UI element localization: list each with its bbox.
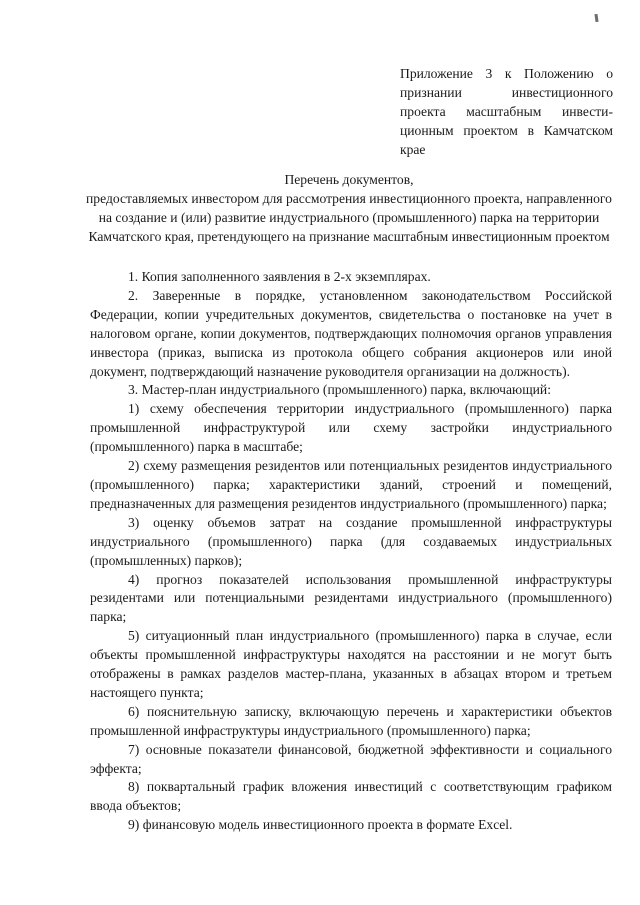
document-title xyxy=(86,170,612,246)
subitem-9: 9) финансовую модель инвестиционного проекта в формате Excel. xyxy=(128,817,513,833)
subitem-4: 4) прогноз показателей использования промышленной инфраструктуры резидентами или потенциальными резидентами индустриального (промышленного) парка; xyxy=(90,571,612,625)
document-body xyxy=(90,268,612,835)
list-item-3: 3. Мастер-план индустриального (промышленного) парка, включающий: xyxy=(128,382,551,398)
title-line-1: Перечень документов, xyxy=(284,172,414,187)
scan-mark xyxy=(594,14,598,22)
subitem-1: 1) схему обеспечения территории индустриального (промышленного) парка промышленной инфраструктурой или схему застройки индустриального (промышленного) парка в масштабе; xyxy=(90,401,612,455)
appendix-note: Приложение 3 к Положению о признании инвестиционного проекта масштабным инвестиционным проектом в Камчатском крае xyxy=(400,66,613,157)
subitem-2: 2) схему размещения резидентов или потенциальных резидентов индустриального (промышленного) парка; характеристики зданий, строений и помещений, предназначенных для размещения резидентов индустриального (промышленного) парка; xyxy=(90,458,612,511)
subitem-3: 3) оценку объемов затрат на создание промышленной инфраструктуры индустриального (промышленного) парка (для создаваемых индустриальных (промышленных) парков); xyxy=(90,514,612,568)
subitem-8: 8) поквартальный график вложения инвестиций с соответствующим графиком ввода объектов; xyxy=(90,779,612,814)
subitem-6: 6) пояснительную записку, включающую перечень и характеристики объектов промышленной инфраструктуры индустриального (промышленного) парка; xyxy=(90,703,612,738)
list-item-1: 1. Копия заполненного заявления в 2-х экземплярах. xyxy=(128,269,431,284)
subitem-5: 5) ситуационный план индустриального (промышленного) парка в случае, если объекты промышленной инфраструктуры находятся на расстоянии и не могут быть отображены в рамках разделов мастер-плана, указанных в абзацах втором и третьем настоящего пункта; xyxy=(90,628,612,700)
title-line-2: предоставляемых инвестором для рассмотрения инвестиционного проекта, направленного на создание и (или) развитие индустриального (промышленного) парка на территории Камчатского края, претендующего на признание масштабным инвестиционным проектом xyxy=(86,191,612,244)
subitem-7: 7) основные показатели финансовой, бюджетной эффективности и социального эффекта; xyxy=(90,741,612,776)
list-item-2: 2. Заверенные в порядке, установленном законодательством Российской Федерации, копии учредительных документов, свидетельства о постановке на учет в налоговом органе, копии документов, подтверждающих полномочия органов управления инвестора (приказ, выписка из протокола общего собрания акционеров или иной документ, подтверждающий назначение руководителя организации на должность). xyxy=(90,287,612,379)
